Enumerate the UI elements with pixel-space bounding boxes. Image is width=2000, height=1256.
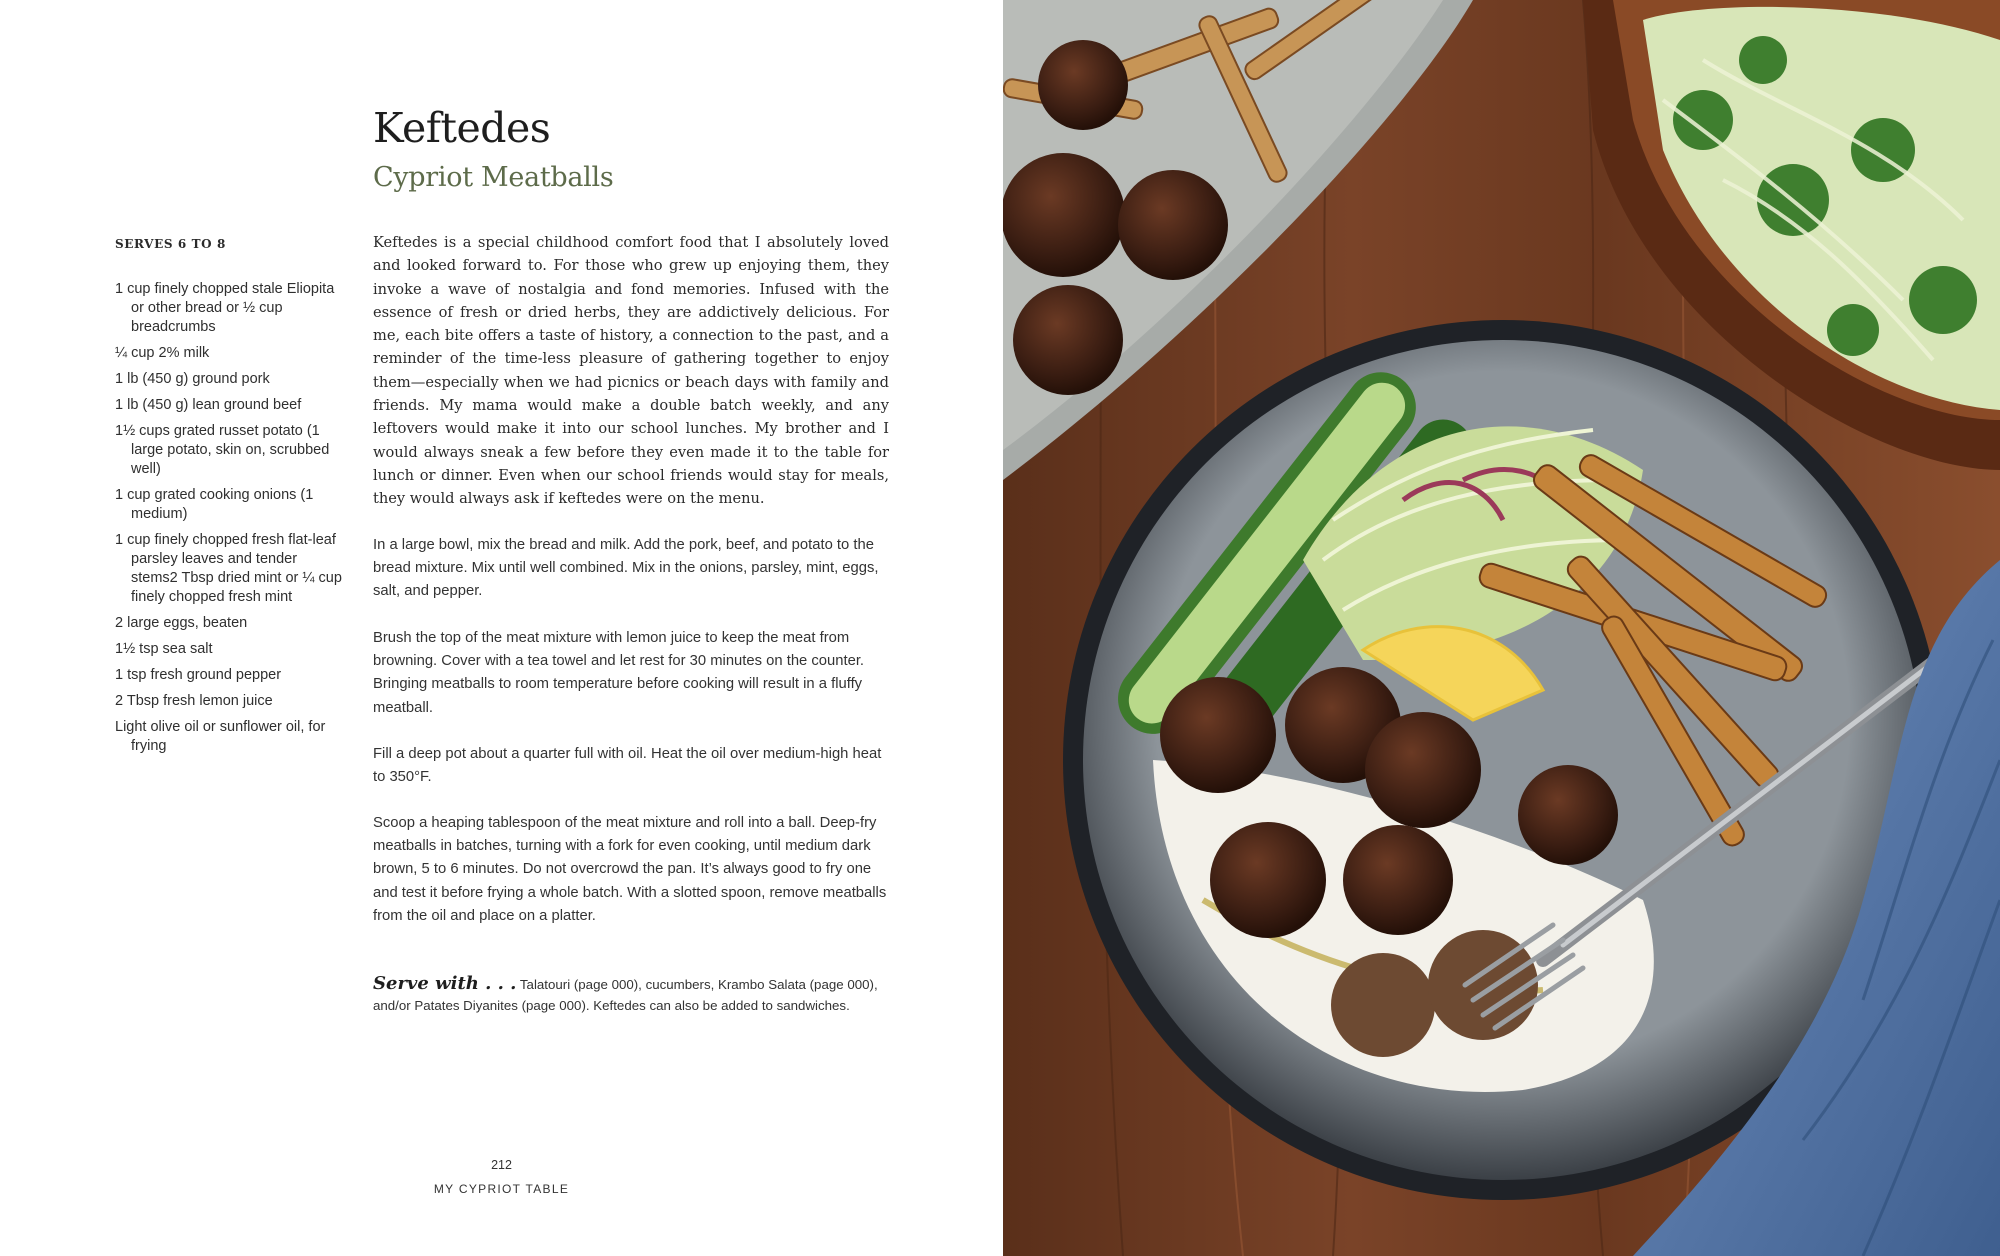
recipe-title: Keftedes bbox=[373, 104, 551, 152]
ingredient-item: 2 Tbsp fresh lemon juice bbox=[115, 693, 273, 709]
method-step: Scoop a heaping tablespoon of the meat mixture and roll into a ball. Deep-fry meatballs in batches, turning with a fork for even cooking, until medium dark brown, 5 to 6 minutes. Do not overcrowd the pan. It’s always good to fry one and test it before frying a whole batch. With a slotted spoon, remove meatballs from the oil and place on a platter. bbox=[373, 815, 887, 924]
serve-with-text: Talatouri (page 000), cucumbers, Krambo Salata (page 000), and/or Patates Diyanites (page 000). Keftedes can also be added to sandwiches. bbox=[373, 977, 878, 1013]
serve-with-label: Serve with . . . bbox=[373, 973, 517, 994]
ingredient-item: 1 lb (450 g) lean ground beef bbox=[115, 397, 302, 413]
page-number: 212 bbox=[491, 1158, 512, 1172]
recipe-intro: Keftedes is a special childhood comfort food that I absolutely loved and looked forward to. For those who grew up enjoying them, they invoke a wave of nostalgia and fond memories. Infused with the essence of fresh or dried herbs, they are addictively delicious. For me, each bite offers a taste of history, a connection to the past, and a reminder of the time-less pleasure of gathering together to enjoy them—especially when we had picnics or beach days with family and friends. My mama would make a double batch weekly, and any leftovers would make it into our school lunches. My brother and I would always sneak a few before they even made it to the table for lunch or dinner. Even when our school friends would stay for meals, they would always ask if keftedes were on the menu. bbox=[373, 234, 889, 508]
ingredient-item: 1 lb (450 g) ground pork bbox=[115, 371, 270, 387]
method-step: In a large bowl, mix the bread and milk. Add the pork, beef, and potato to the bread mixture. Mix until well combined. Mix in the onions, parsley, mint, eggs, salt, and pepper. bbox=[373, 537, 879, 600]
recipe-photo-page bbox=[1003, 0, 2000, 1256]
ingredient-item: 1 tsp fresh ground pepper bbox=[115, 667, 282, 683]
recipe-subtitle: Cypriot Meatballs bbox=[373, 162, 614, 193]
serving-suggestion bbox=[373, 974, 889, 1016]
ingredient-item: 2 large eggs, beaten bbox=[115, 615, 248, 631]
ingredient-item: ¼ cup 2% milk bbox=[115, 345, 210, 361]
method-step: Fill a deep pot about a quarter full with oil. Heat the oil over medium-high heat to 350°F. bbox=[373, 746, 882, 786]
food-photo-keftedes-plate bbox=[1003, 0, 2000, 1256]
running-footer-book-title: MY CYPRIOT TABLE bbox=[433, 1182, 570, 1196]
servings-label: SERVES 6 TO 8 bbox=[115, 237, 226, 251]
ingredient-item: 1 cup grated cooking onions (1 medium) bbox=[115, 487, 314, 522]
ingredient-item: 1½ cups grated russet potato (1 large potato, skin on, scrubbed well) bbox=[115, 423, 330, 477]
ingredient-item: 1 cup finely chopped fresh flat-leaf parsley leaves and tender stems2 Tbsp dried mint or ¼ cup finely chopped fresh mint bbox=[115, 532, 342, 605]
ingredient-item: 1 cup finely chopped stale Eliopita or other bread or ½ cup breadcrumbs bbox=[115, 281, 335, 335]
ingredient-item: 1½ tsp sea salt bbox=[115, 641, 213, 657]
method-step: Brush the top of the meat mixture with lemon juice to keep the meat from browning. Cover with a tea towel and let rest for 30 minutes on the counter. Bringing meatballs to room temperature before cooking will result in a fluffy meatball. bbox=[373, 630, 865, 716]
ingredient-item: Light olive oil or sunflower oil, for frying bbox=[115, 719, 326, 754]
ingredient-list bbox=[115, 280, 347, 763]
